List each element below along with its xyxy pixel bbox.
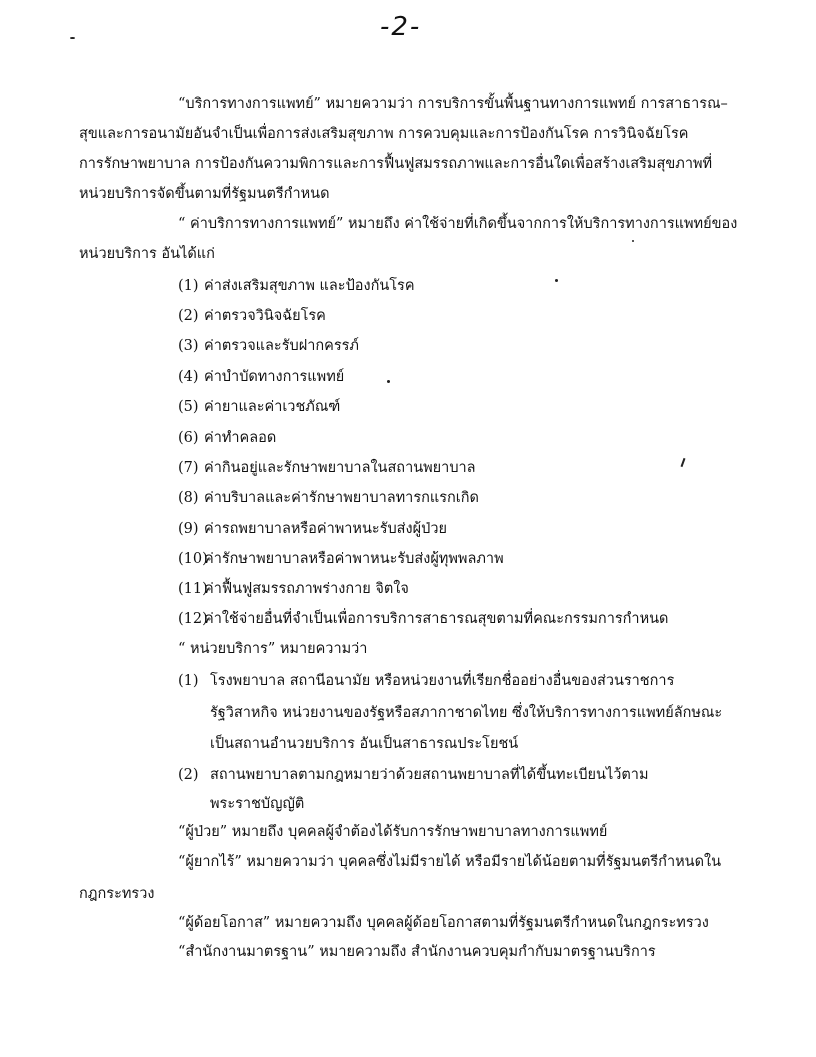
sub-item-number: (1)	[178, 673, 199, 689]
list-item-text: ค่ากินอยู่และรักษาพยาบาลในสถานพยาบาล	[204, 460, 476, 476]
scan-speck	[555, 279, 558, 282]
list-item-number: (9)	[178, 521, 199, 537]
definition-line: “ผู้ด้อยโอกาส” หมายความถึง บุคคลผู้ด้อยโอกาสตามที่รัฐมนตรีกำหนดในกฎกระทรวง	[178, 915, 709, 931]
scan-speck	[387, 380, 390, 383]
list-item	[178, 276, 415, 296]
definition-line: หน่วยบริการ อันได้แก่	[79, 246, 215, 262]
list-item-text: ค่าส่งเสริมสุขภาพ และป้องกันโรค	[204, 278, 415, 294]
definition-line: การรักษาพยาบาล การป้องกันความพิการและการฟื้นฟูสมรรถภาพและการอื่นใดเพื่อสร้างเสริมสุขภาพที่	[79, 156, 713, 172]
list-item-text: ค่าตรวจวินิจฉัยโรค	[204, 308, 326, 324]
definition-line: กฎกระทรวง	[79, 886, 155, 902]
list-item-text: ค่าบำบัดทางการแพทย์	[204, 369, 345, 385]
list-item	[178, 549, 504, 569]
scan-speck	[632, 240, 634, 242]
list-item	[178, 306, 326, 326]
page-number: -2-	[380, 12, 422, 42]
definition-line: “ผู้ยากไร้” หมายความว่า บุคคลซึ่งไม่มีรายได้ หรือมีรายได้น้อยตามที่รัฐมนตรีกำหนดใน	[178, 854, 721, 870]
list-item-text: ค่ารถพยาบาลหรือค่าพาหนะรับส่งผู้ป่วย	[204, 521, 447, 537]
list-item	[178, 488, 479, 508]
list-item-text: ค่ารักษาพยาบาลหรือค่าพาหนะรับส่งผู้ทุพพลภาพ	[204, 551, 504, 567]
list-item-number: (12)	[178, 611, 208, 627]
definition-line: “บริการทางการแพทย์” หมายความว่า การบริการขั้นพื้นฐานทางการแพทย์ การสาธารณ–	[178, 96, 728, 112]
sub-item-continuation: เป็นสถานอำนวยบริการ อันเป็นสาธารณประโยชน์	[210, 736, 519, 752]
list-item-number: (5)	[178, 399, 199, 415]
definition-line: “ ค่าบริการทางการแพทย์” หมายถึง ค่าใช้จ่ายที่เกิดขึ้นจากการให้บริการทางการแพทย์ของ	[178, 216, 738, 232]
list-item-number: (11)	[178, 581, 208, 597]
definition-line: “ หน่วยบริการ” หมายความว่า	[178, 641, 368, 657]
list-item-text: ค่าใช้จ่ายอื่นที่จำเป็นเพื่อการบริการสาธารณสุขตามที่คณะกรรมการกำหนด	[204, 611, 669, 627]
list-item-number: (7)	[178, 460, 199, 476]
list-item	[178, 458, 476, 478]
list-item-text: ค่ายาและค่าเวชภัณฑ์	[204, 399, 341, 415]
list-item-number: (2)	[178, 308, 199, 324]
list-item-number: (6)	[178, 430, 199, 446]
list-item-number: (1)	[178, 278, 199, 294]
list-item-number: (3)	[178, 338, 199, 354]
definition-line: “ผู้ป่วย” หมายถึง บุคคลผู้จำต้องได้รับการรักษาพยาบาลทางการแพทย์	[178, 824, 608, 840]
sub-item-continuation: รัฐวิสาหกิจ หน่วยงานของรัฐหรือสภากาชาดไทย ซึ่งให้บริการทางการแพทย์ลักษณะ	[210, 705, 723, 721]
list-item-number: (4)	[178, 369, 199, 385]
definition-line: หน่วยบริการจัดขึ้นตามที่รัฐมนตรีกำหนด	[79, 186, 330, 202]
sub-item-text: โรงพยาบาล สถานีอนามัย หรือหน่วยงานที่เรียกชื่ออย่างอื่นของส่วนราชการ	[210, 673, 675, 689]
scan-speck	[70, 37, 75, 39]
list-item-text: ค่าฟื้นฟูสมรรถภาพร่างกาย จิตใจ	[204, 581, 409, 597]
list-item	[178, 367, 344, 387]
list-item	[178, 579, 409, 599]
sub-item	[178, 671, 674, 691]
list-item	[178, 519, 447, 539]
list-item-text: ค่าบริบาลและค่ารักษาพยาบาลทารกแรกเกิด	[204, 490, 479, 506]
list-item	[178, 609, 668, 629]
sub-item-number: (2)	[178, 767, 199, 783]
list-item	[178, 428, 276, 448]
sub-item-continuation: พระราชบัญญัติ	[210, 796, 305, 812]
list-item	[178, 336, 359, 356]
definition-line: “สำนักงานมาตรฐาน” หมายความถึง สำนักงานควบคุมกำกับมาตรฐานบริการ	[178, 944, 656, 960]
definition-line: สุขและการอนามัยอันจำเป็นเพื่อการส่งเสริมสุขภาพ การควบคุมและการป้องกันโรค การวินิจฉัยโรค	[79, 126, 689, 142]
list-item-text: ค่าตรวจและรับฝากครรภ์	[204, 338, 359, 354]
sub-item	[178, 765, 649, 785]
scan-speck	[681, 458, 686, 467]
list-item-text: ค่าทำคลอด	[204, 430, 277, 446]
list-item	[178, 397, 340, 417]
sub-item-text: สถานพยาบาลตามกฎหมายว่าด้วยสถานพยาบาลที่ได้ขึ้นทะเบียนไว้ตาม	[210, 767, 649, 783]
list-item-number: (10)	[178, 551, 208, 567]
list-item-number: (8)	[178, 490, 199, 506]
